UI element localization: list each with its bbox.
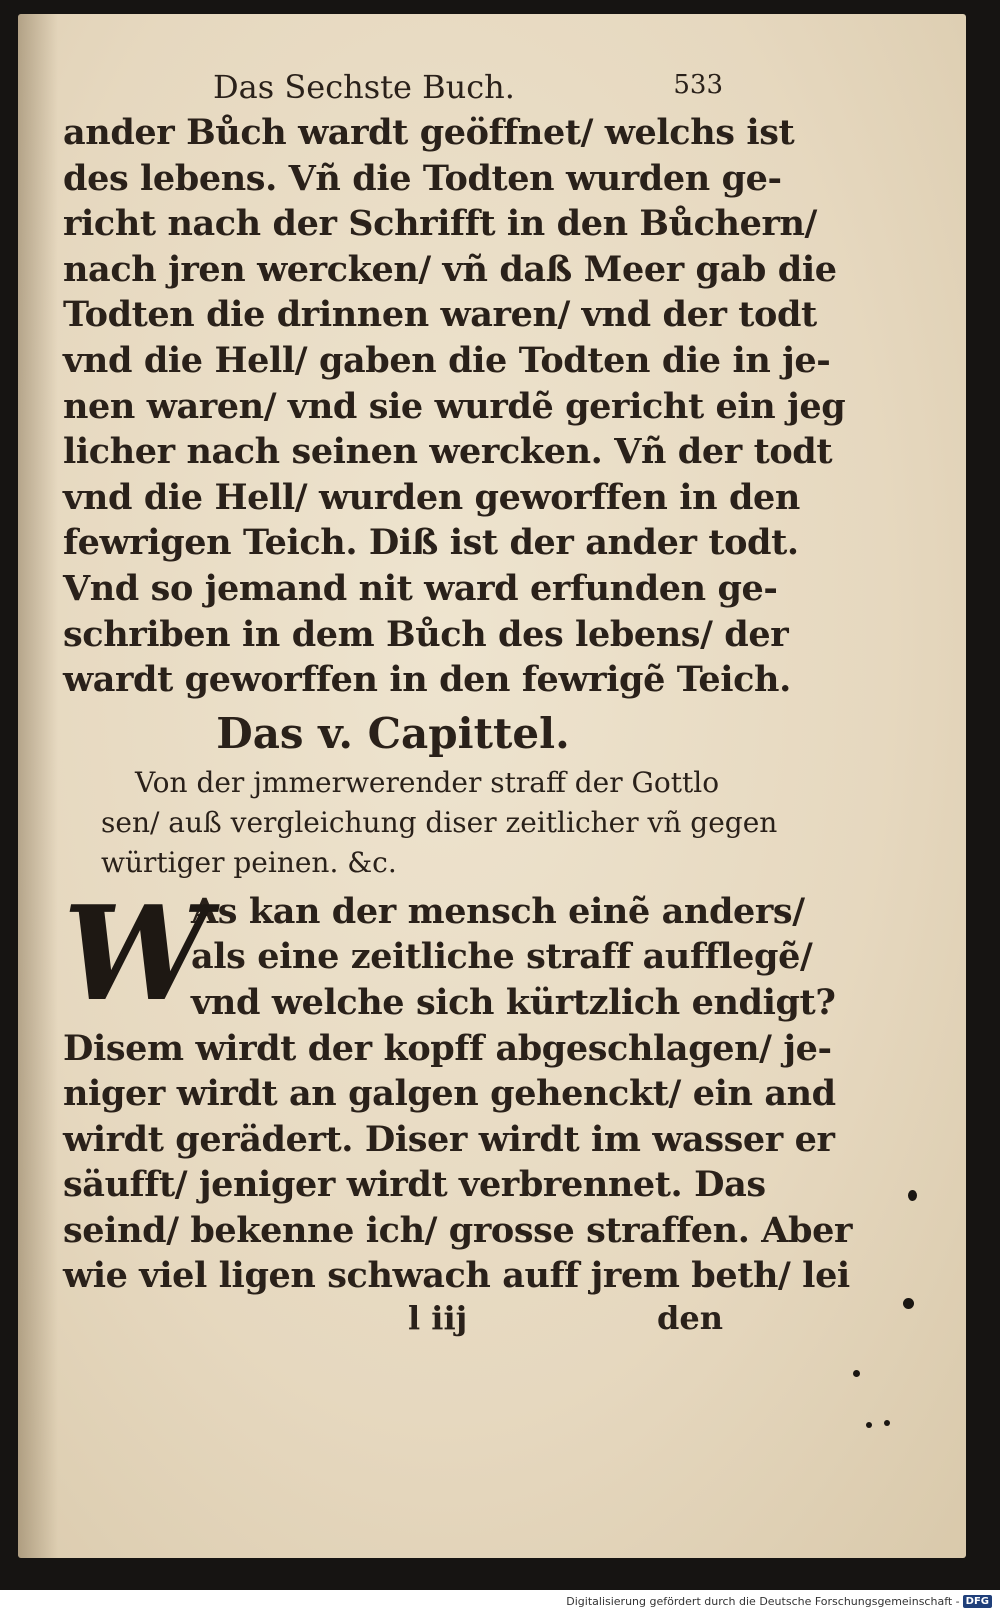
dfg-logo: DFG [963,1595,992,1608]
running-head: Das Sechste Buch. [213,68,515,106]
chapter-opening [63,876,853,1299]
text-line: vnd die Hell/ wurden geworffen in den [63,476,800,518]
text-line: fewrigen Teich. Diß ist der ander todt. [63,522,799,564]
text-line: wardt geworffen in den fewrigẽ Teich. [63,659,791,701]
text-line: vnd die Hell/ gaben die Todten die in je- [63,339,831,381]
text-line: Vnd so jemand nit ward erfunden ge- [63,567,778,609]
ink-speck [884,1420,890,1426]
text-line: richt nach der Schrifft in den Bůchern/ [63,203,817,245]
text-block [63,62,853,1343]
ink-speck [866,1422,872,1428]
text-line: As kan der mensch einẽ anders/ [191,890,805,932]
summary-line: sen/ auß vergleichung diser zeitlicher vñ gegen [101,805,778,839]
summary-line: würtiger peinen. &c. [101,845,397,879]
text-line: Todten die drinnen waren/ vnd der todt [63,294,817,336]
credit-text: Digitalisierung gefördert durch die Deutsche Forschungsgemeinschaft - [566,1595,960,1608]
signature-line [63,1299,723,1343]
book-page [18,14,966,1558]
text-line: Disem wirdt der kopff abgeschlagen/ je- [63,1027,832,1069]
text-line: schriben in dem Bůch des lebens/ der [63,613,789,655]
chapter-title: Das v. Capittel. [216,708,570,758]
text-line: säufft/ jeniger wirdt verbrennet. Das [63,1164,766,1206]
text-line: licher nach seinen wercken. Vñ der todt [63,431,833,473]
ink-speck [853,1370,860,1377]
text-line: niger wirdt an galgen gehenckt/ ein and [63,1073,836,1115]
ink-speck [903,1298,914,1309]
text-line: ander Bůch wardt geöffnet/ welchs ist [63,112,795,153]
text-line: wirdt gerädert. Diser wirdt im wasser er [63,1118,835,1160]
text-line: als eine zeitliche straff aufflegẽ/ [191,936,813,978]
page-header [63,62,723,110]
page-number: 533 [673,70,723,100]
text-line: seind/ bekenne ich/ grosse straffen. Aber [63,1209,853,1251]
chapter-summary [63,763,778,883]
text-line: wie viel ligen schwach auff jrem beth/ lei [63,1255,850,1297]
text-line: nach jren wercken/ vñ daß Meer gab die [63,248,837,290]
text-line: vnd welche sich kürtzlich endigt? [191,981,836,1023]
body-paragraph [63,110,846,703]
text-line: nen waren/ vnd sie wurdẽ gericht ein jeg [63,385,846,427]
digitization-credit [566,1595,992,1608]
summary-line: Von der jmmerwerender straff der Gottlo [135,765,720,799]
signature-mark: l iij [408,1299,468,1338]
ink-speck [908,1190,917,1201]
drop-cap-initial: W [63,876,209,1030]
catchword: den [657,1299,723,1338]
text-line: des lebens. Vñ die Todten wurden ge- [63,157,782,199]
gutter-shadow [18,14,58,1558]
